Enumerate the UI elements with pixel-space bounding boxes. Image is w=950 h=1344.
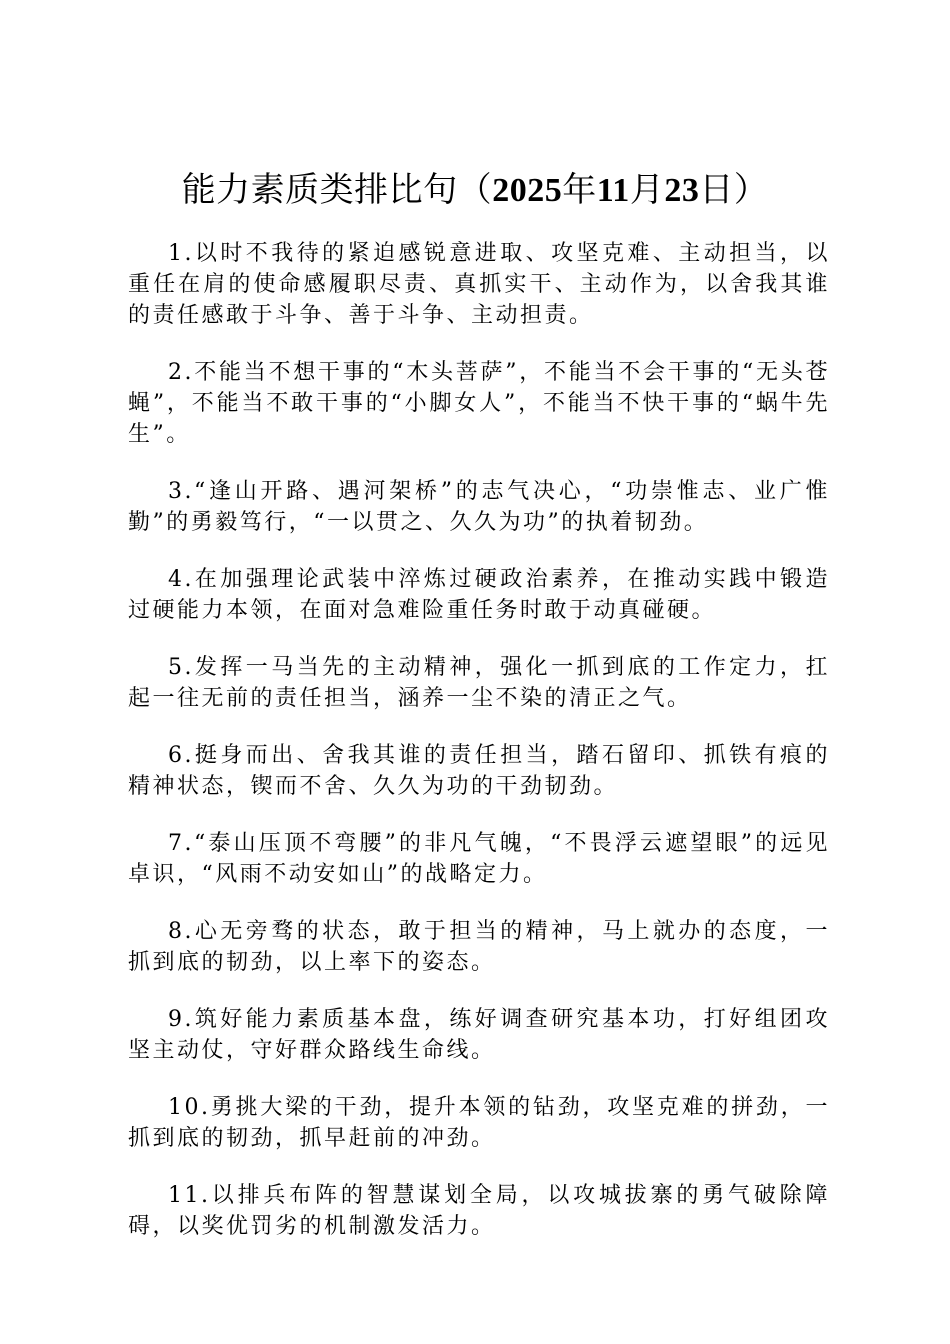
- paragraph-1: 1.以时不我待的紧迫感锐意进取、攻坚克难、主动担当，以重任在肩的使命感履职尽责、真抓实干、主动作为，以舍我其谁的责任感敢于斗争、善于斗争、主动担责。: [128, 241, 830, 328]
- title-day: 23: [664, 172, 700, 209]
- paragraph-5: 5.发挥一马当先的主动精神，强化一抓到底的工作定力，扛起一往无前的责任担当，涵养一尘不染的清正之气。: [128, 655, 830, 711]
- title-month: 11: [596, 172, 630, 209]
- document-body: [128, 238, 830, 1268]
- title-year-unit: 年: [562, 170, 597, 210]
- title-day-unit: 日: [699, 170, 734, 210]
- title-prefix: 能力素质类排比句（: [181, 170, 493, 210]
- paragraph-2: 2.不能当不想干事的“木头菩萨”，不能当不会干事的“无头苍蝇”，不能当不敢干事的“小脚女人”，不能当不快干事的“蜗牛先生”。: [128, 360, 830, 447]
- title-year: 2025: [492, 172, 563, 209]
- paragraph-7: 7.“泰山压顶不弯腰”的非凡气魄，“不畏浮云遮望眼”的远见卓识，“风雨不动安如山”的战略定力。: [128, 831, 830, 887]
- paragraph-10: 10.勇挑大梁的干劲，提升本领的钻劲，攻坚克难的拼劲，一抓到底的韧劲，抓早赶前的冲劲。: [128, 1095, 830, 1151]
- document-title: [0, 168, 950, 213]
- title-suffix: ）: [733, 170, 769, 210]
- paragraph-3: 3.“逢山开路、遇河架桥”的志气决心，“功崇惟志、业广惟勤”的勇毅笃行，“一以贯之、久久为功”的执着韧劲。: [128, 479, 830, 535]
- paragraph-8: 8.心无旁骛的状态，敢于担当的精神，马上就办的态度，一抓到底的韧劲，以上率下的姿态。: [128, 919, 830, 975]
- paragraph-9: 9.筑好能力素质基本盘，练好调查研究基本功，打好组团攻坚主动仗，守好群众路线生命线。: [128, 1007, 830, 1063]
- paragraph-6: 6.挺身而出、舍我其谁的责任担当，踏石留印、抓铁有痕的精神状态，锲而不舍、久久为功的干劲韧劲。: [128, 743, 830, 799]
- paragraph-11: 11.以排兵布阵的智慧谋划全局，以攻城拔寨的勇气破除障碍，以奖优罚劣的机制激发活力。: [128, 1183, 830, 1239]
- title-month-unit: 月: [629, 170, 665, 210]
- paragraph-4: 4.在加强理论武装中淬炼过硬政治素养，在推动实践中锻造过硬能力本领，在面对急难险重任务时敢于动真碰硬。: [128, 567, 830, 623]
